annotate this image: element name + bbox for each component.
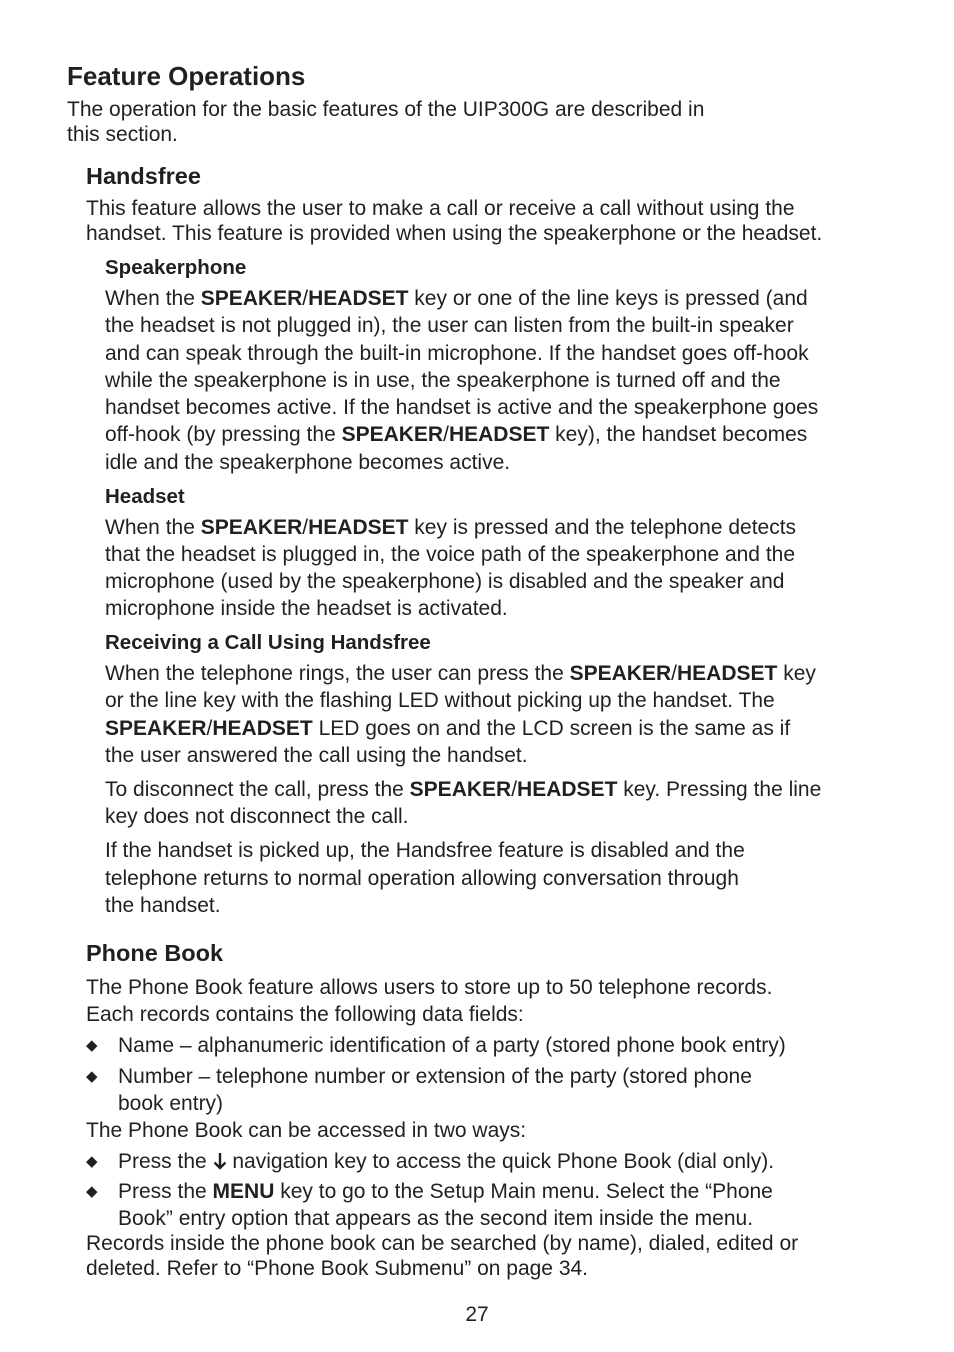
records-text: Records inside the phone book can be searched (by name), dialed, edited or	[86, 1232, 799, 1255]
field-number-item: Number – telephone number or extension of the party (stored phone	[118, 1065, 752, 1088]
receiving-text: When the telephone rings, the user can press the SPEAKER/HEADSET key	[105, 662, 816, 685]
access-way-item: Book” entry option that appears as the second item inside the menu.	[118, 1207, 754, 1230]
pickup-text: If the handset is picked up, the Handsfree feature is disabled and the	[105, 839, 745, 862]
intro-line: The operation for the basic features of the UIP300G are described in	[67, 98, 705, 121]
speakerphone-text: handset becomes active. If the handset is active and the speakerphone goes	[105, 396, 819, 419]
bullet-icon: ◆	[86, 1153, 98, 1170]
speakerphone-text: the headset is not plugged in), the user can listen from the built-in speaker	[105, 314, 794, 337]
bullet-icon: ◆	[86, 1183, 98, 1200]
page-title: Feature Operations	[67, 61, 306, 91]
headset-heading: Headset	[105, 485, 185, 508]
headset-text: microphone (used by the speakerphone) is disabled and the speaker and	[105, 570, 785, 593]
headset-text: microphone inside the headset is activated.	[105, 597, 508, 620]
receiving-text: or the line key with the flashing LED without picking up the handset. The	[105, 689, 775, 712]
speakerphone-text: When the SPEAKER/HEADSET key or one of the line keys is pressed (and	[105, 287, 808, 310]
phonebook-heading: Phone Book	[86, 940, 224, 966]
disconnect-text: To disconnect the call, press the SPEAKER/HEADSET key. Pressing the line	[105, 778, 822, 801]
bullet-icon: ◆	[86, 1037, 98, 1054]
receiving-text: the user answered the call using the handset.	[105, 744, 528, 767]
speakerphone-text: and can speak through the built-in microphone. If the handset goes off-hook	[105, 342, 809, 365]
field-number-item: book entry)	[118, 1092, 224, 1115]
speakerphone-text: idle and the speakerphone becomes active.	[105, 451, 511, 474]
field-name-item: Name – alphanumeric identification of a party (stored phone book entry)	[118, 1034, 786, 1057]
phonebook-desc: Each records contains the following data fields:	[86, 1003, 524, 1026]
bullet-icon: ◆	[86, 1068, 98, 1085]
speakerphone-text: off-hook (by pressing the SPEAKER/HEADSET key), the handset becomes	[105, 423, 808, 446]
down-arrow-icon	[213, 1152, 227, 1170]
access-way-item: Press the navigation key to access the quick Phone Book (dial only).	[118, 1150, 775, 1173]
phonebook-desc: The Phone Book feature allows users to store up to 50 telephone records.	[86, 976, 773, 999]
records-text: deleted. Refer to “Phone Book Submenu” on page 34.	[86, 1257, 589, 1280]
handsfree-heading: Handsfree	[86, 163, 201, 189]
speakerphone-heading: Speakerphone	[105, 256, 247, 279]
access-text: The Phone Book can be accessed in two ways:	[86, 1119, 527, 1142]
headset-text: that the headset is plugged in, the voice path of the speakerphone and the	[105, 543, 796, 566]
pickup-text: telephone returns to normal operation allowing conversation through	[105, 867, 739, 890]
speakerphone-text: while the speakerphone is in use, the speakerphone is turned off and the	[105, 369, 781, 392]
intro-line: this section.	[67, 123, 178, 146]
pickup-text: the handset.	[105, 894, 221, 917]
receiving-heading: Receiving a Call Using Handsfree	[105, 631, 431, 654]
handsfree-desc: This feature allows the user to make a call or receive a call without using the	[86, 197, 795, 220]
handsfree-desc: handset. This feature is provided when using the speakerphone or the headset.	[86, 222, 823, 245]
receiving-text: SPEAKER/HEADSET LED goes on and the LCD screen is the same as if	[105, 717, 791, 740]
headset-text: When the SPEAKER/HEADSET key is pressed and the telephone detects	[105, 516, 797, 539]
disconnect-text: key does not disconnect the call.	[105, 805, 409, 828]
access-way-item: Press the MENU key to go to the Setup Main menu. Select the “Phone	[118, 1180, 773, 1203]
page-number: 27	[465, 1303, 489, 1326]
